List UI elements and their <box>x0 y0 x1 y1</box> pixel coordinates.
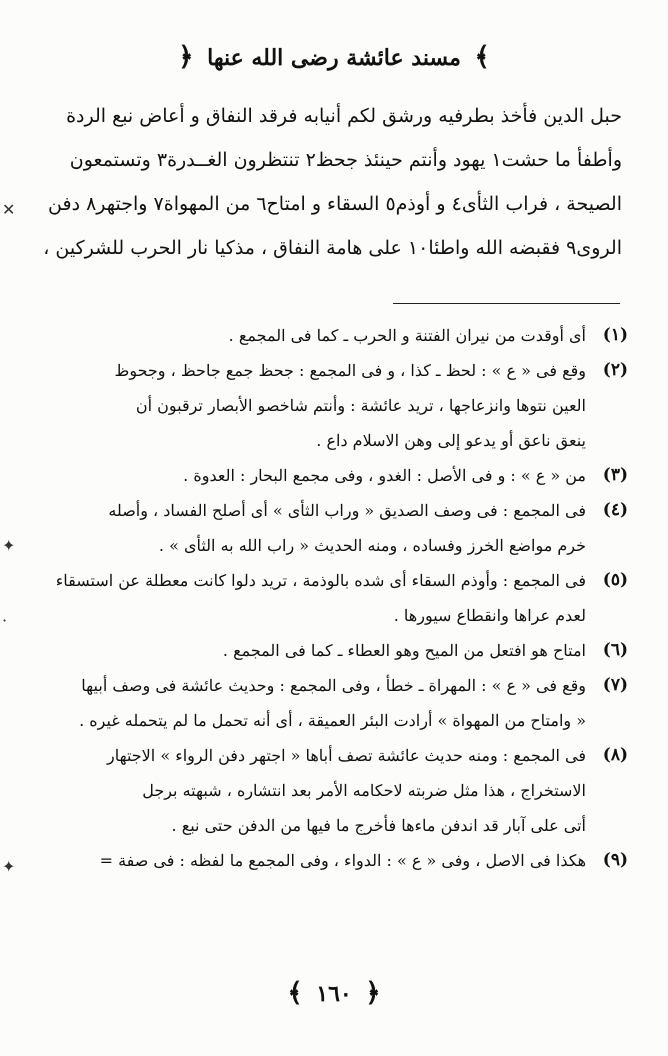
ornament-bracket-icon: ﴾ <box>474 42 490 72</box>
footnote <box>28 318 628 353</box>
footnotes <box>28 318 628 878</box>
footnote-line: ينعق ناعق أو يدعو إلى وهن الاسلام داع . <box>316 431 586 450</box>
footnote-number: (١) <box>602 325 628 345</box>
footnote-number: (٣) <box>602 465 628 485</box>
main-text <box>32 94 622 270</box>
footnote <box>28 458 628 493</box>
text-line: وأطفأ ما حشت١ يهود وأنتم حينئذ جحظ٢ تنتظرون الغــدرة٣ وتستمعون <box>69 149 622 171</box>
margin-mark-icon: ✕ <box>2 200 16 219</box>
footnote-line: « وامتاح من المهواة » أرادت البئر العميقة ، أى أنه تحمل ما لم يتحمله غيره . <box>79 711 586 730</box>
footnote-line: أتى على آبار قد اندفن ماءها فأخرج ما فيها من الدفن حتى نبع . <box>171 816 586 835</box>
text-line: حبل الدين فأخذ بطرفيه ورشق لكم أنيابه فرقد النفاق و أعاض نبع الردة <box>66 105 622 127</box>
footnote <box>28 738 628 843</box>
footnote-line: هكذا فى الاصل ، وفى « ع » : الدواء ، وفى المجمع ما لفظه : فى صفة = <box>99 851 586 870</box>
margin-mark-icon: ✦ <box>2 857 16 876</box>
margin-mark-icon: · <box>2 611 8 630</box>
page-number: ١٦٠ <box>316 981 352 1007</box>
footnote <box>28 493 628 563</box>
footnote-line: الاستخراج ، هذا مثل ضربته لاحكامه الأمر بعد انتشاره ، شبهته برجل <box>142 781 586 800</box>
page-footer <box>0 978 668 1008</box>
footnote-number: (٢) <box>602 360 628 380</box>
footnote-number: (٩) <box>602 850 628 870</box>
footnote-line: فى المجمع : وأوذم السقاء أى شده بالوذمة ، تريد دلوا كانت معطلة عن استسقاء <box>55 571 586 590</box>
footnote-line: من « ع » : و فى الأصل : الغدو ، وفى مجمع البحار : العدوة . <box>183 466 586 485</box>
footnote-line: فى المجمع : فى وصف الصديق « وراب الثأى » أى أصلح الفساد ، وأصله <box>108 501 586 520</box>
footnote-line: خرم مواضع الخرز وفساده ، ومنه الحديث « راب الله به الثأى » . <box>158 536 586 555</box>
ornament-bracket-icon: ﴿ <box>178 42 194 72</box>
footnote <box>28 843 628 878</box>
running-header <box>0 42 668 72</box>
footnote-separator <box>393 303 620 304</box>
footnote-line: العين نتوها وانزعاجها ، تريد عائشة : وأنتم شاخصو الأبصار ترقبون أن <box>135 396 586 415</box>
margin-mark-icon: ✦ <box>2 536 16 555</box>
footnote-number: (٧) <box>602 675 628 695</box>
footnote-line: وقع فى « ع » : المهراة ـ خطأ ، وفى المجمع : وحديث عائشة فى وصف أبيها <box>81 676 586 695</box>
footnote-line: أى أوقدت من نيران الفتنة و الحرب ـ كما فى المجمع . <box>228 326 586 345</box>
text-line: الصيحة ، فراب الثأى٤ و أوذم٥ السقاء و امتاح٦ من المهواة٧ واجتهر٨ دفن <box>48 193 622 215</box>
footnote-line: امتاح هو افتعل من الميح وهو العطاء ـ كما فى المجمع . <box>222 641 586 660</box>
footnote <box>28 563 628 633</box>
footnote-number: (٤) <box>602 500 628 520</box>
footnote-line: فى المجمع : ومنه حديث عائشة تصف أباها « اجتهر دفن الرواء » الاجتهار <box>106 746 586 765</box>
footnote-number: (٦) <box>602 640 628 660</box>
footnote-line: وقع فى « ع » : لحظ ـ كذا ، و فى المجمع : جحظ جمع جاحظ ، وجحوظ <box>114 361 586 380</box>
header-title: مسند عائشة رضى الله عنها <box>207 45 461 71</box>
footnote <box>28 633 628 668</box>
ornament-bracket-icon: ﴿ <box>365 978 381 1008</box>
ornament-bracket-icon: ﴾ <box>287 978 303 1008</box>
text-line: الروى٩ فقبضه الله واطئا١٠ على هامة النفاق ، مذكيا نار الحرب للشركين ، <box>43 237 622 259</box>
footnote-line: لعدم عراها وانقطاع سيورها . <box>393 606 586 625</box>
footnote <box>28 353 628 458</box>
footnote-number: (٨) <box>602 745 628 765</box>
footnote <box>28 668 628 738</box>
footnote-number: (٥) <box>602 570 628 590</box>
